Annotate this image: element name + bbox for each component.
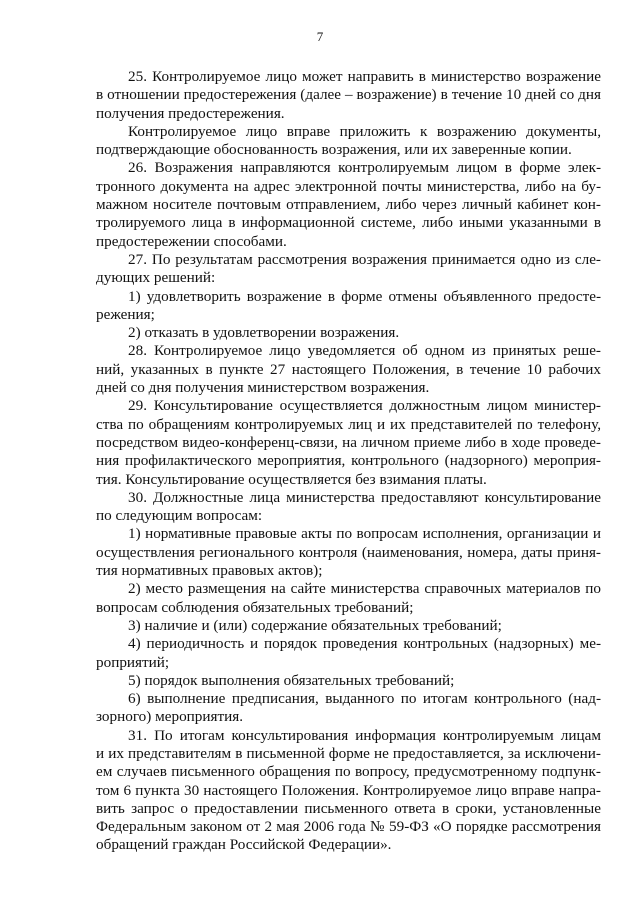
text-line: вопросам соблюдения обязательных требований;	[96, 598, 414, 616]
text-line: в отношении предостережения (далее – возражение) в течение 10 дней со дня	[96, 86, 601, 104]
text-line: 5) порядок выполнения обязательных требований;	[128, 671, 455, 689]
text-line: подтверждающие обоснованность возражения, или их заверенные копии.	[96, 141, 572, 159]
text-line: 25. Контролируемое лицо может направить в министерство возражение	[128, 68, 601, 85]
text-line: 28. Контролируемое лицо уведомляется об одном из принятых реше-	[128, 342, 601, 360]
text-line: обращений граждан Российской Федерации».	[96, 836, 392, 854]
text-line: зорного) мероприятия.	[96, 708, 244, 726]
text-line: посредством видео-конференц-связи, на личном приеме либо в ходе проведе-	[96, 433, 601, 451]
text-line: дующих решений:	[96, 269, 216, 287]
text-line: 4) периодичность и порядок проведения контрольных (надзорных) ме-	[128, 635, 601, 653]
text-line: 27. По результатам рассмотрения возражения принимается одно из сле-	[128, 250, 601, 268]
text-line: 3) наличие и (или) содержание обязательных требований;	[128, 616, 502, 634]
text-line: 30. Должностные лица министерства предоставляют консультирование	[128, 488, 601, 506]
text-line: Контролируемое лицо вправе приложить к возражению документы,	[128, 122, 601, 140]
text-line: по следующим вопросам:	[96, 507, 263, 525]
text-line: тронного документа на адрес электронной почты министерства, либо на бу-	[96, 177, 601, 195]
text-line: ства по обращениям контролируемых лиц и их представителей по телефону,	[96, 415, 601, 433]
page-number: 7	[316, 29, 324, 44]
text-line: 29. Консультирование осуществляется должностным лицом министер-	[128, 397, 601, 415]
text-line: 1) нормативные правовые акты по вопросам исполнения, организации и	[128, 525, 601, 543]
text-line: 2) отказать в удовлетворении возражения.	[128, 324, 400, 342]
text-line: режения;	[96, 305, 155, 323]
text-line: 26. Возражения направляются контролируемым лицом в форме элек-	[128, 159, 601, 177]
text-line: роприятий;	[96, 653, 170, 671]
text-line: вить запрос о предоставлении письменного ответа в сроки, установленные	[96, 799, 601, 817]
text-line: и их представителям в письменной форме не предоставляется, за исключени-	[96, 744, 601, 762]
text-line: осуществления регионального контроля (наименования, номера, даты приня-	[96, 543, 601, 561]
text-line: 1) удовлетворить возражение в форме отмены объявленного предосте-	[128, 287, 601, 305]
text-line: тия. Консультирование осуществляется без взимания платы.	[96, 470, 487, 488]
text-line: Федеральным законом от 2 мая 2006 года № 59-ФЗ «О порядке рассмотрения	[96, 818, 601, 836]
text-line: 6) выполнение предписания, выданного по итогам контрольного (над-	[128, 690, 601, 708]
text-line: ем случаев письменного обращения по вопросу, предусмотренному подпунк-	[96, 763, 601, 781]
text-line: предостережении способами.	[96, 232, 287, 250]
text-line: ния профилактического мероприятия, контрольного (надзорного) мероприя-	[96, 452, 601, 470]
text-line: том 6 пункта 30 настоящего Положения. Контролируемое лицо вправе напра-	[96, 781, 601, 799]
text-line: 31. По итогам консультирования информация контролируемым лицам	[128, 726, 601, 744]
text-line: дней со дня получения министерством возражения.	[96, 379, 430, 397]
text-line: 2) место размещения на сайте министерства справочных материалов по	[128, 580, 601, 598]
text-line: тролируемого лица в информационной системе, либо иными указанными в	[96, 214, 601, 232]
document-body	[96, 68, 601, 855]
text-line: ний, указанных в пункте 27 настоящего Положения, в течение 10 рабочих	[96, 360, 601, 378]
text-line: тия нормативных правовых актов);	[96, 562, 323, 580]
text-line: мажном носителе почтовым отправлением, либо через личный кабинет кон-	[96, 196, 601, 214]
text-line: получения предостережения.	[96, 104, 285, 122]
